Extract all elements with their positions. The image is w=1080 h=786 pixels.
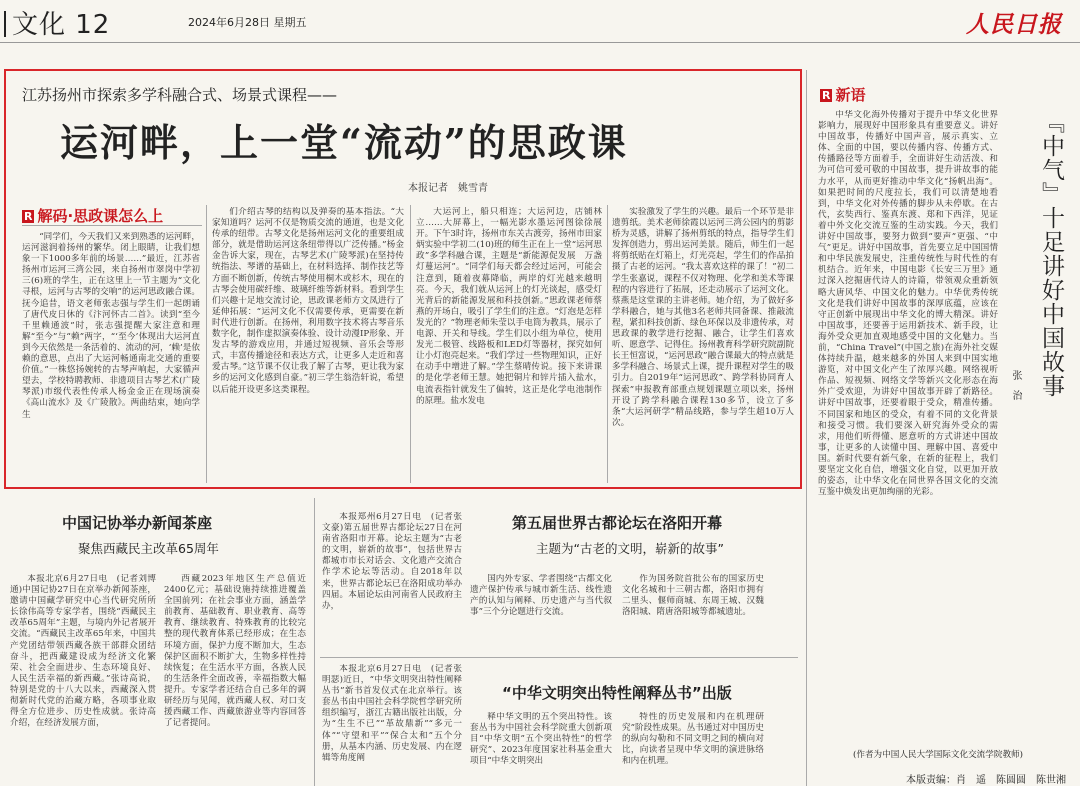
article-d-column-1: 本报北京6月27日电 (记者张明瑟)近日，“中华文明突出特性阐释丛书”新书首发仪式在北京举行。该套丛书由中国社会科学院哲学研究所组织编写，浙江古籍出版社出版，分为“生生不已”“革故鼎新”“多元一体”“守望和平”“保合太和”五个分册，从基本内涵、历史发展、内在逻辑等角度阐 (322, 664, 462, 763)
article-d-column-2: 释中华文明的五个突出特性。该套丛书为中国社会科学院重大创新项目“中华文明”五个突出特性“的哲学研究”、2023年度国家社科基金重大项目“中华文明突出 (470, 712, 612, 767)
issue-date: 2024年6月28日 星期五 (188, 16, 307, 29)
column-divider (206, 205, 207, 483)
article-d-title: “中华文明突出特性阐释丛书”出版 (502, 684, 732, 702)
masthead-bar (4, 11, 6, 37)
feature-kicker: 江苏扬州市探索多学科融合式、场景式课程—— (22, 86, 338, 104)
column-divider (314, 498, 315, 786)
article-b-column-2: 西藏2023年地区生产总值近2400亿元；基础设施持续推进覆盖全国前列；在社会事业方面，涵盖学前教育、基础教育、职业教育、高等教育、继续教育、特殊教育的比较完整的现代教育体系已经形成；在生态环境方面，保护力度不断加大，生态保护区面积不断扩大，生物多样性持续恢复；在生活水平方面，各族人民的生活条件全面改善，幸福指数大幅提升。专家学者还结合自己多年的调研经历与见闻，就西藏人权、对口支援西藏工作、西藏旅游业等内容回答了记者提问。 (164, 574, 306, 729)
feature-byline: 本报记者 姚雪青 (408, 183, 488, 194)
article-divider (320, 657, 798, 658)
feature-column-2: 们介绍古琴的结构以及弹奏的基本指法。“大家知道吗？运河不仅是物质交流的通道，也是文化传承的纽带。古琴文化是扬州运河文化的重要组成部分，就是借助运河这条纽带得以广泛传播。”杨金金告诉大家，现在，古琴艺术(广陵琴派)在坚持传统指法、琴谱的基础上，在材料选择、制作技艺等方面不断创新，传统古琴使用桐木或杉木，现在的古琴会使用碳纤维、玻璃纤维等新材料。看到学生们兴趣十足地交流讨论，思政课老师方文凤进行了延伸拓展：“运河文化不仅需要传承，更需要在新时代进行创新。在扬州，利用数字技术将古琴音乐数字化，制作虚拟演奏体验、设计动漫IP形象、开发古琴的游戏应用，并通过短视频、音乐会等形式，丰富传播途径和表达方式，让更多人走近和喜爱古琴。”这节课不仅让我了解了古琴，更让我为家乡的运河文化感到自豪。”初三学生翁浩轩说，希望以后能开设更多这类课程。 (212, 207, 404, 395)
section-rule (22, 225, 202, 226)
article-c-title: 第五届世界古都论坛在洛阳开幕 (512, 514, 723, 532)
sidebar-body: 中华文化海外传播对于提升中华文化世界影响力，展现好中国形象具有重要意义。讲好中国故事，传播好中国声音，展示真实、立体、全面的中国，要以传播内容、传播方式、传播路径等方面着手，全面讲好生动活泼、和为可信可爱可敬的中国故事，提升讲故事的能力水平，从而更好推动中华文化“扬帆出海”。如果把时间的尺度拉长，我们可以清楚地看到，中华文化对外传播的脚步从未停歇。在古代，玄奘西行、鉴真东渡、郑和下西洋，见证着中外文化交流互鉴的生动实践。今天，我们讲好中国故事，要努力做到“要声”更强、“中气”更足。讲好中国故事，首先要立足中国国情和中华民族发展史，注重传统性与时代性的有机结合。近年来，中国电影《长安三万里》通过深入挖掘唐代诗人的诗篇，带领观众重新领略大唐风华、中国文化的魅力。中华优秀传统文化是我们讲好中国故事的深厚底蕴，应该在守正创新中展现出中华文化的博大精深。讲好中国故事，还要善于运用新技术、新手段，让海外受众更加直观地感受中国的文化魅力。当前，“China Travel”(中国之旅)在海外社交媒体持续升温，越来越多的外国人来到中国实地游览，对中国文化产生了浓厚兴趣。网络视听作品、短视频、网络文学等新兴文化形态在海外广受欢迎，为讲好中国故事开辟了新路径。讲好中国故事，还要着眼于受众，精准传播。不同国家和地区的受众，有着不同的文化背景和接受习惯。我们要深入研究海外受众的需求，用他们听得懂、愿意听的方式讲述中国故事，让更多的人读懂中国、理解中国、喜爱中国。新时代要有新气象，在新的征程上，我们要坚定文化自信，增强文化自觉，以更加开放的姿态，让中华文化在同世界各国文化的交流互鉴中焕发出更加绚丽的光彩。 (818, 110, 998, 498)
section-name: 文化 12 (4, 4, 110, 41)
article-b-title: 中国记协举办新闻茶座 (62, 514, 213, 532)
feature-column-1: “同学们，今天我们又来到熟悉的运河畔，运河滋润着扬州的繁华。闭上眼睛，让我们想象一下1000多年前的场景……”最近，江苏省扬州市运河三湾公园，来自扬州市翠岗中学初三(6)班的学生，正在这里上一节主题为“文化寻根，运河与古琴的交响”的运河思政融合课。抚今追昔，语文老师张志强与学生们一起朗诵了唐代皮日休的《汴河怀古二首》。读到“至今千里赖通波”时，张志强提醒大家注意和理解“至今”与“赖”两字，“‘至今’体现出大运河直到今天依然是一条活着的、流动的河，‘赖’是依赖的意思，点出了大运河畅通南北交通的重要价值。”一株悠扬婉转的古琴声响起，大家循声望去，学校特聘教师、非遗项目古琴艺术(广陵琴派)市级代表性传承人杨金金正在现场演奏《高山流水》及《广陵散》。两曲结束，她向学生 (22, 232, 200, 420)
newspaper-logo: 人民日报 (966, 11, 1062, 38)
sidebar-section-head: R 新语 (822, 86, 866, 104)
page-editors: 本版责编：肖 遥 陈圆圆 陈世湘 (906, 775, 1066, 786)
article-c-column-1: 本报郑州6月27日电 (记者张文豪)第五届世界古都论坛27日在河南省洛阳市开幕。论坛主题为“古老的文明，崭新的故事”，包括世界古都城市市长对话会、文化遗产交流合作学术论坛等活动。自2018年以来，世界古都论坛已在洛阳成功举办四届。本届论坛由河南省人民政府主办， (322, 512, 462, 611)
article-c-column-2: 国内外专家、学者围绕“古都文化遗产保护传承与城市新生活、线性遗产的认知与阐释、历史遗产与当代叙事”三个分论题进行交流。 (470, 574, 612, 618)
sidebar-signature: (作者为中国人民大学国际文化交流学院教师) (853, 750, 1023, 760)
masthead-rule (0, 42, 1080, 43)
column-divider (607, 205, 608, 483)
article-c-column-3: 作为国务院首批公布的国家历史文化名城和十三朝古都，洛阳市拥有二里头、偃师商城、东周王城、汉魏洛阳城、隋唐洛阳城等都城遗址。 (622, 574, 764, 618)
sidebar-vertical-title: 『中气』十足讲好中国故事 (1038, 110, 1064, 398)
article-b-subtitle: 聚焦西藏民主改革65周年 (78, 541, 219, 556)
r-badge-icon: R (24, 210, 33, 223)
feature-headline: 运河畔，上一堂“流动”的思政课 (60, 120, 628, 165)
feature-section-head: R 解码·思政课怎么上 (24, 207, 164, 225)
feature-column-4: 实验激发了学生的兴趣。最后一个环节是非遗剪纸。美术老师徐霞以运河三湾公园内的剪影桥为灵感，讲解了扬州剪纸的特点，指导学生们发挥创造力，剪出运河美景。随后，师生们一起将剪纸贴在灯箱上，灯光亮起，学生们的作品拍摄了古老的运河。“我太喜欢这样的课了！”初二学生张嘉说，课程不仅对物理、化学和美术等课程的内容进行了拓展，还走动展示了运河文化。蔡燕是这堂课的主讲老师。她介绍，为了做好多学科融合，她与其他3名老师共同备课、推敲流程，紧扣科技创新、绿色环保以及非遗传承，对思政课的教学进行挖掘、融合，让学生们喜欢听、愿意学、记得住。扬州教育科学研究院副院长王恒富说，“运河思政”融合课最大的特点就是多学科融合、场景式上课，提升课程对学生的吸引力。自2019年“运河思政”、跨学科协同育人探索”申报教育部重点规划课题立项以来，扬州开设了跨学科融合课程130多节，设立了多条“大运河研学”精品线路，参与学生超10万人次。 (612, 207, 794, 428)
r-badge-icon: R (822, 89, 831, 102)
feature-column-3: 大运河上，船只相连；大运河边，店铺林立……大屏幕上，一幅光影水墨运河图徐徐展开。下午3时许，扬州市东关古渡旁，扬州市田家炳实验中学初二(10)班的师生正在上一堂“运河思政”多学科融合课，主题是“新能源促发展 万盏灯蔓运河”。“同学们每天都会经过运河，可能会注意到，随着夜幕降临，两岸的灯光越来越明亮。今天，我们就从运河上的灯光谈起，感受灯光背后的新能源发展和科技创新。”思政课老师蔡燕的开场白，吸引了学生们的注意。“灯泡是怎样发光的？”物理老师朱莹以手电筒为教具，展示了电源、开关和导线。学生们以小组为单位，使用发光二极管、线路板和LED灯等器材，探究如何让小灯泡亮起来。“我们学过一些物理知识，正好在动手中增进了解。”学生蔡晴传说。接下来讲课的是化学老师王慧。她把铜片和锌片插入盐水，电流表指针就发生了偏转，这正是化学电池制作的原理。盐水发电 (416, 207, 602, 406)
article-b-column-1: 本报北京6月27日电 (记者刘博通)中国记协27日在京举办新闻茶座，邀请中国藏学研究中心当代研究所所长徐伟高等专家学者，围绕“西藏民主改革65周年”主题，与境内外记者展开交流。“西藏民主改革65年来，中国共产党团结带领西藏各族干部群众团结奋斗，把西藏建设成为经济文化繁荣、社会全面进步、生态环境良好、人民生活幸福的新西藏。”张诗高说，特别是党的十八大以来，西藏深入贯彻新时代党的治藏方略，各项事业取得全方位进步、历史性成就。张诗高介绍，在经济发展方面， (10, 574, 156, 729)
article-d-column-3: 特性的历史发展和内在机理研究”阶段性成果。丛书通过对中国历史的纵向勾勒和不同文明之间的横向对比，向读者呈现中华文明的演进脉络和内在机理。 (622, 712, 764, 767)
column-divider (410, 205, 411, 483)
column-divider (806, 70, 807, 786)
article-c-subtitle: 主题为“古老的文明，崭新的故事” (536, 541, 724, 556)
sidebar-author: 张 治 (1010, 370, 1021, 400)
